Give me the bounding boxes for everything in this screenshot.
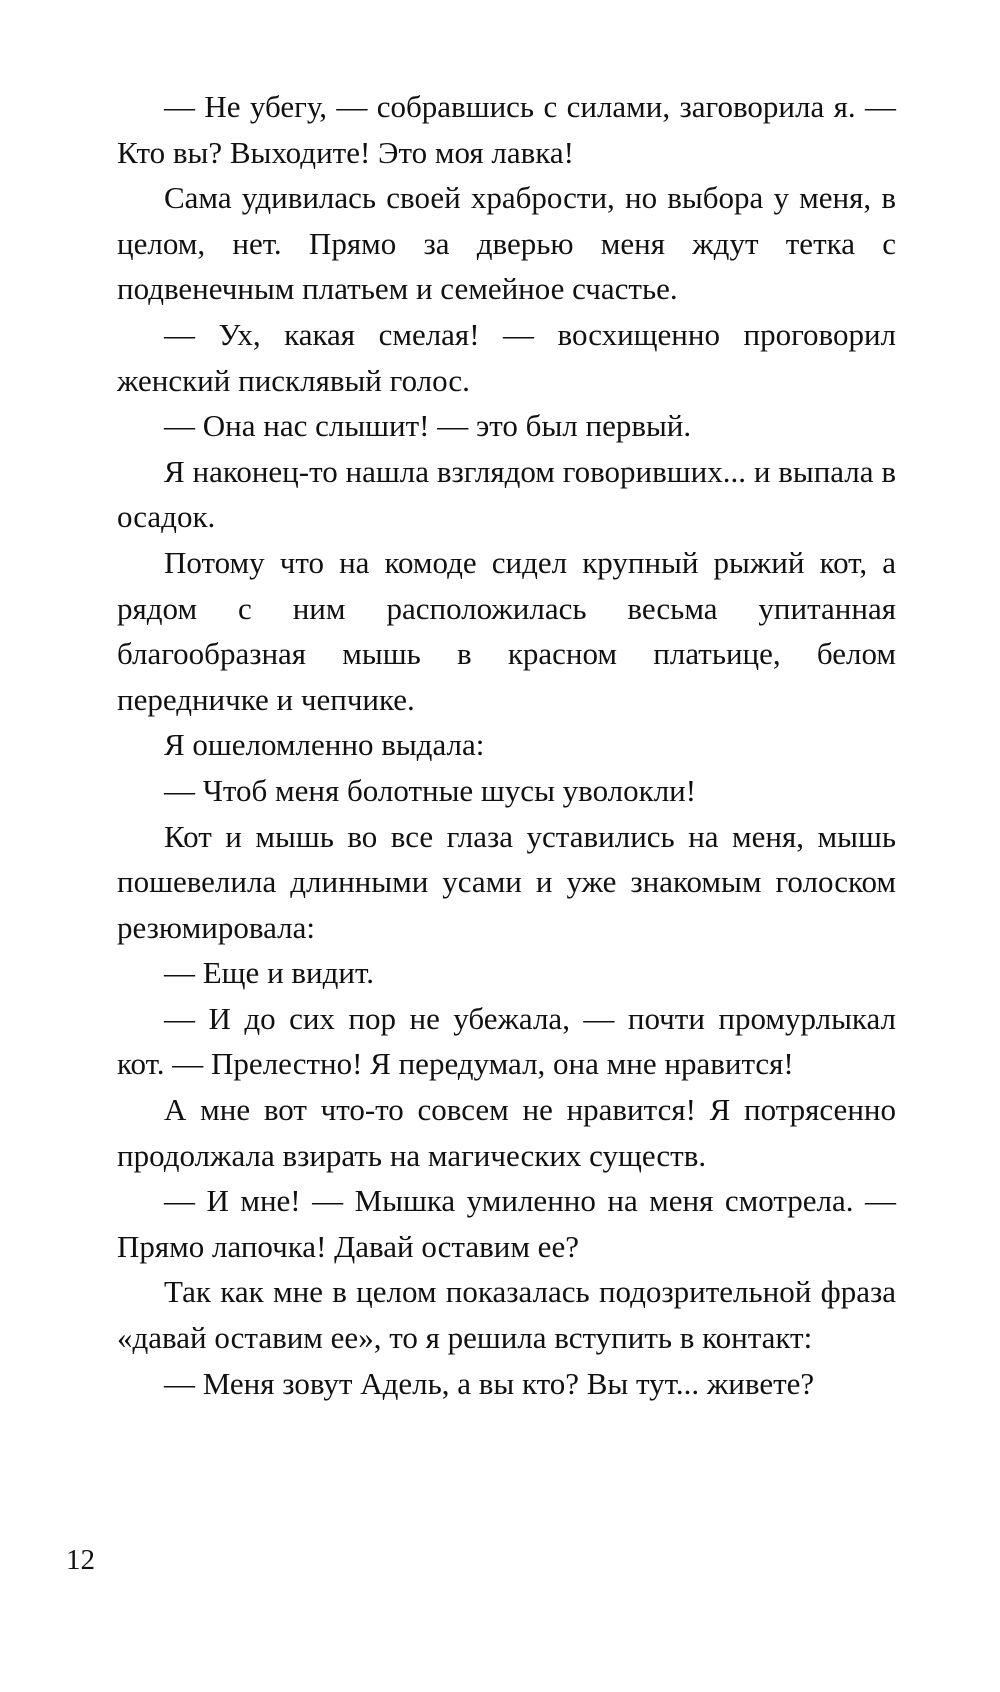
paragraph: Кот и мышь во все глаза уставились на меня, мышь пошевелила длинными усами и уже знакомым голоском резюмировала: [117,818,896,945]
paragraph: — И до сих пор не убежала, — почти промурлыкал кот. — Прелестно! Я передумал, она мне нравится! [117,1000,896,1082]
paragraph: — Меня зовут Адель, а вы кто? Вы тут... живете? [164,1365,815,1401]
paragraph: Я ошеломленно выдала: [164,727,485,763]
paragraph: Я наконец-то нашла взглядом говоривших... и выпала в осадок. [117,453,896,535]
paragraph: Сама удивилась своей храбрости, но выбора у меня, в целом, нет. Прямо за дверью меня ждут тетка с подвенечным платьем и семейное счастье. [117,180,896,307]
paragraph: — И мне! — Мышка умиленно на меня смотрела. — Прямо лапочка! Давай оставим ее? [117,1183,896,1264]
paragraph: — Чтоб меня болотные шусы уволокли! [164,772,697,808]
paragraph: — Еще и видит. [164,955,374,991]
paragraph: А мне вот что-то совсем не нравится! Я потрясенно продолжала взирать на магических существ. [117,1092,896,1173]
paragraph: Так как мне в целом показалась подозрительной фраза «давай оставим ее», то я решила вступить в контакт: [117,1274,896,1356]
page-text [117,84,896,1406]
paragraph: — Не убегу, — собравшись с силами, заговорила я. — Кто вы? Выходите! Это моя лавка! [117,89,896,170]
page-number: 12 [66,1544,95,1576]
paragraph: — Она нас слышит! — это был первый. [164,408,692,444]
paragraph: — Ух, какая смелая! — восхищенно проговорил женский писклявый голос. [117,316,896,398]
paragraph: Потому что на комоде сидел крупный рыжий кот, а рядом с ним расположилась весьма упитанная благообразная мышь в красном платьице, белом передничке и чепчике. [117,544,896,717]
